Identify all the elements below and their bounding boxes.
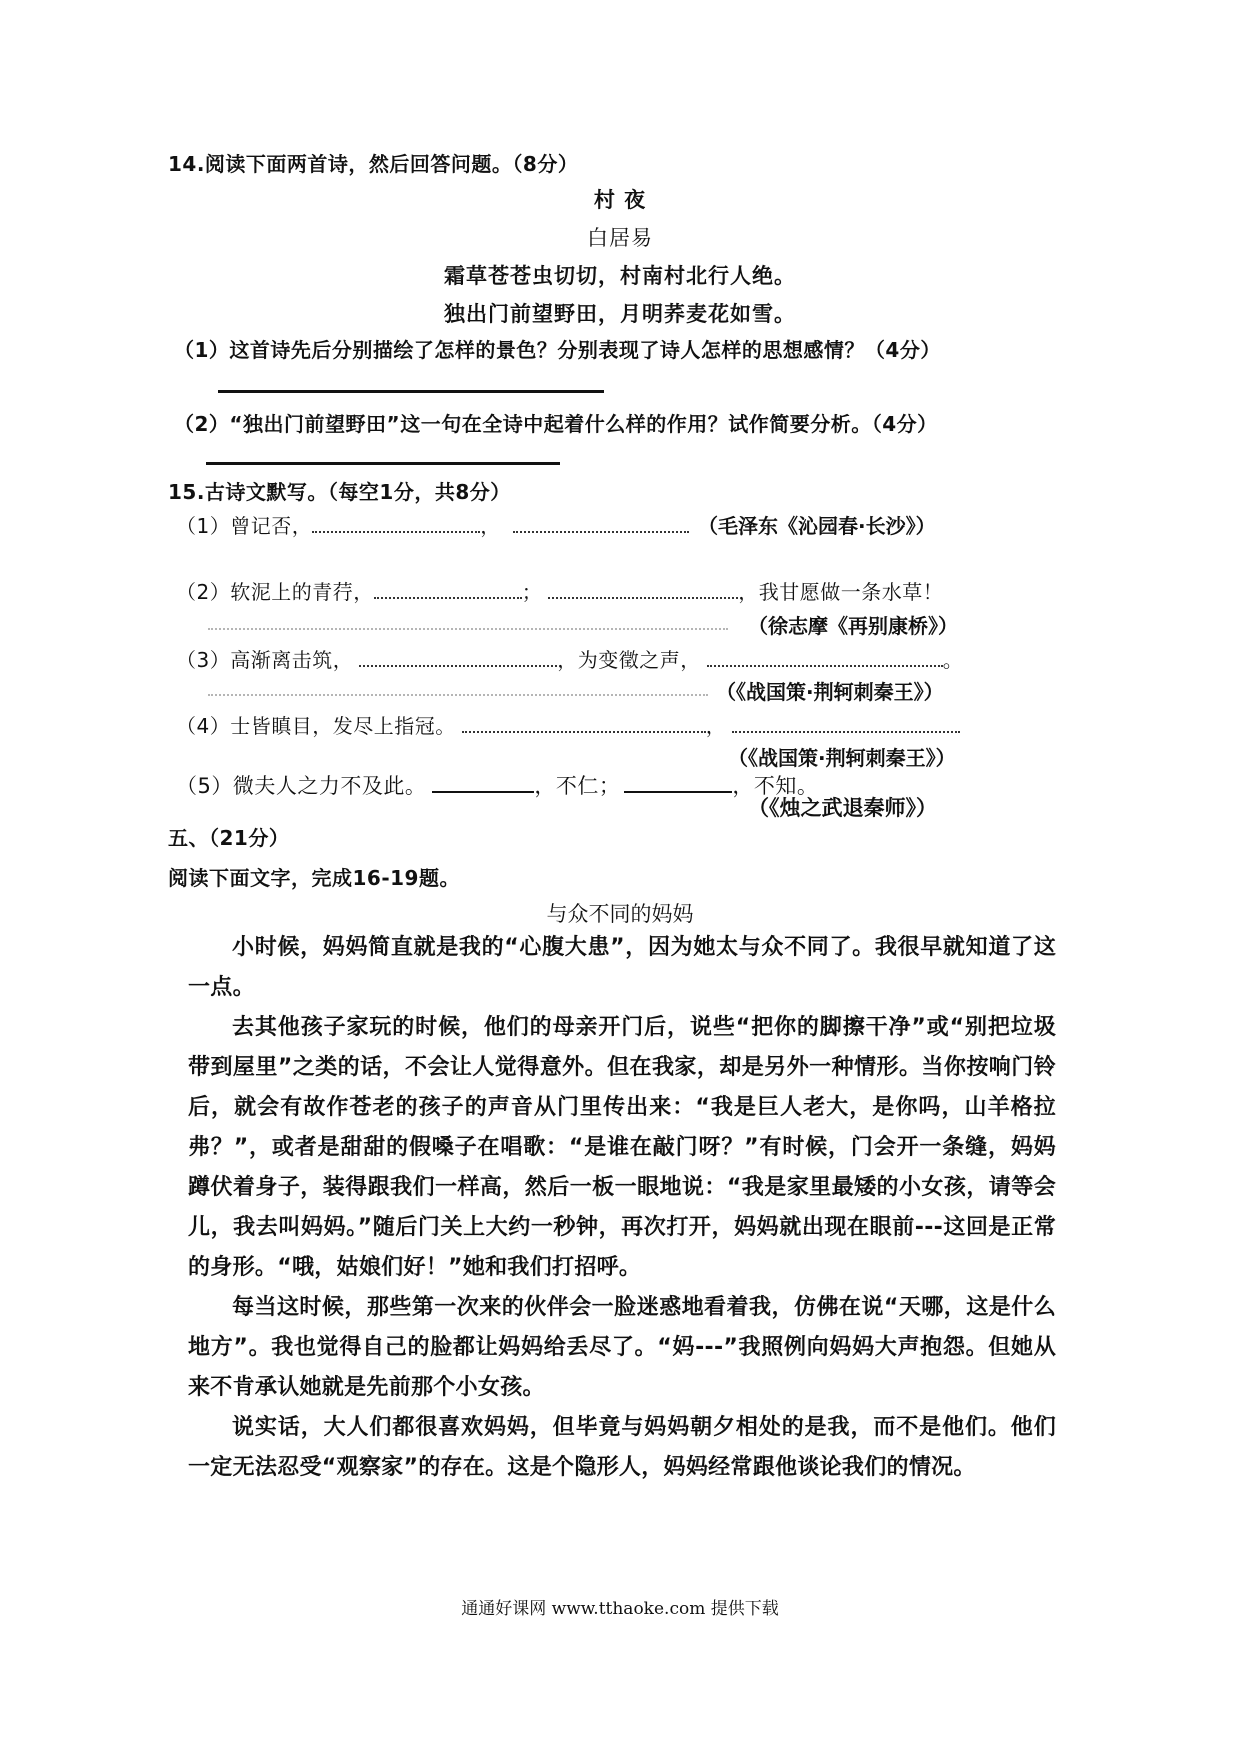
fill-item-3 [176,644,963,673]
q14-sub-2: （2）“独出门前望野田”这一句在全诗中起着什么样的作用？试作简要分析。（4分） [174,412,938,436]
poem-title: 村 夜 [593,188,647,212]
fill-blank[interactable] [548,579,738,599]
reading-instruction: 阅读下面文字，完成16-19题。 [168,866,460,890]
poem-line-2: 独出门前望野田，月明荞麦花如雪。 [444,302,796,326]
fill-blank[interactable] [374,579,522,599]
dotted-rule [208,628,728,630]
fill-item-4 [176,710,960,739]
fill-item-5 [176,770,818,800]
fill-item-prefix: （5）微夫人之力不及此。 [176,774,427,798]
fill-item-suffix: ，不知。 [732,774,819,798]
article-paragraph: 说实话，大人们都很喜欢妈妈，但毕竟与妈妈朝夕相处的是我，而不是他们。他们一定无法忍受“观察家”的存在。这是个隐形人，妈妈经常跟他谈论我们的情况。 [188,1415,1056,1480]
fill-blank[interactable] [624,773,732,793]
fill-blank[interactable] [513,513,689,533]
fill-item-suffix: 。 [942,648,964,672]
article-paragraph: 每当这时候，那些第一次来的伙伴会一脸迷惑地看着我，仿佛在说“天哪，这是什么地方”。我也觉得自己的脸都让妈妈给丢尽了。“妈---”我照例向妈妈大声抱怨。但她从来不肯承认她就是先前那个小女孩。 [188,1295,1056,1400]
dotted-rule [208,694,708,696]
poem-line-1: 霜草苍苍虫切切，村南村北行人绝。 [444,264,796,288]
fill-item-2 [176,576,943,605]
q14-sub-1: （1）这首诗先后分别描绘了怎样的景色？分别表现了诗人怎样的思想感情？（4分） [174,338,941,362]
article-paragraph: 去其他孩子家玩的时候，他们的母亲开门后，说些“把你的脚擦干净”或“别把垃圾带到屋里”之类的话，不会让人觉得意外。但在我家，却是另外一种情形。当你按响门铃后，就会有故作苍老的孩子的声音从门里传出来：“我是巨人老大，是你吗，山羊格拉弗？”，或者是甜甜的假嗓子在唱歌：“是谁在敲门呀？”有时候，门会开一条缝，妈妈蹲伏着身子，装得跟我们一样高，然后一板一眼地说：“我是家里最矮的小女孩，请等会儿，我去叫妈妈。”随后门关上大约一秒钟，再次打开，妈妈就出现在眼前---这回是正常的身形。“哦，姑娘们好！”她和我们打招呼。 [188,1015,1056,1280]
fill-item-mid: ； [521,580,543,604]
fill-blank[interactable] [432,773,534,793]
fill-item-prefix: （4）士皆瞋目，发尽上指冠。 [176,714,456,738]
fill-item-suffix: ，我甘愿做一条水草！ [738,580,944,604]
article-body [188,928,1056,1488]
fill-item-source: （《战国策·荆轲刺秦王》） [716,680,944,704]
answer-line-2[interactable] [206,462,560,465]
fill-blank[interactable] [707,647,943,667]
page-footer: 通通好课网 www.tthaoke.com 提供下载 [461,1599,779,1619]
article-title: 与众不同的妈妈 [546,902,694,926]
fill-item-mid: ， [705,714,727,738]
fill-item-1 [176,510,689,539]
fill-item-prefix: （1）曾记否， [176,514,313,538]
answer-line-1[interactable] [218,390,604,393]
fill-item-source: （徐志摩《再别康桥》） [748,614,958,638]
fill-item-source: （毛泽东《沁园春·长沙》） [698,514,936,538]
q15-heading: 15.古诗文默写。（每空1分，共8分） [168,480,511,504]
fill-item-prefix: （2）软泥上的青荇， [176,580,374,604]
fill-item-mid: ，不仁； [534,774,621,798]
fill-blank[interactable] [312,513,480,533]
fill-item-prefix: （3）高渐离击筑， [176,648,354,672]
section-heading: 五、（21分） [168,826,290,850]
fill-item-mid: ，为变徵之声， [557,648,701,672]
article-paragraph: 小时候，妈妈简直就是我的“心腹大患”，因为她太与众不同了。我很早就知道了这一点。 [188,935,1056,1000]
poem-author: 白居易 [587,226,653,250]
fill-blank[interactable] [462,713,706,733]
fill-item-mid: ， [480,514,501,538]
fill-blank[interactable] [732,713,960,733]
fill-item-source: （《烛之武退秦师》） [748,796,937,820]
fill-blank[interactable] [359,647,557,667]
fill-item-source: （《战国策·荆轲刺秦王》） [728,746,956,770]
q14-heading: 14.阅读下面两首诗，然后回答问题。（8分） [168,152,579,176]
